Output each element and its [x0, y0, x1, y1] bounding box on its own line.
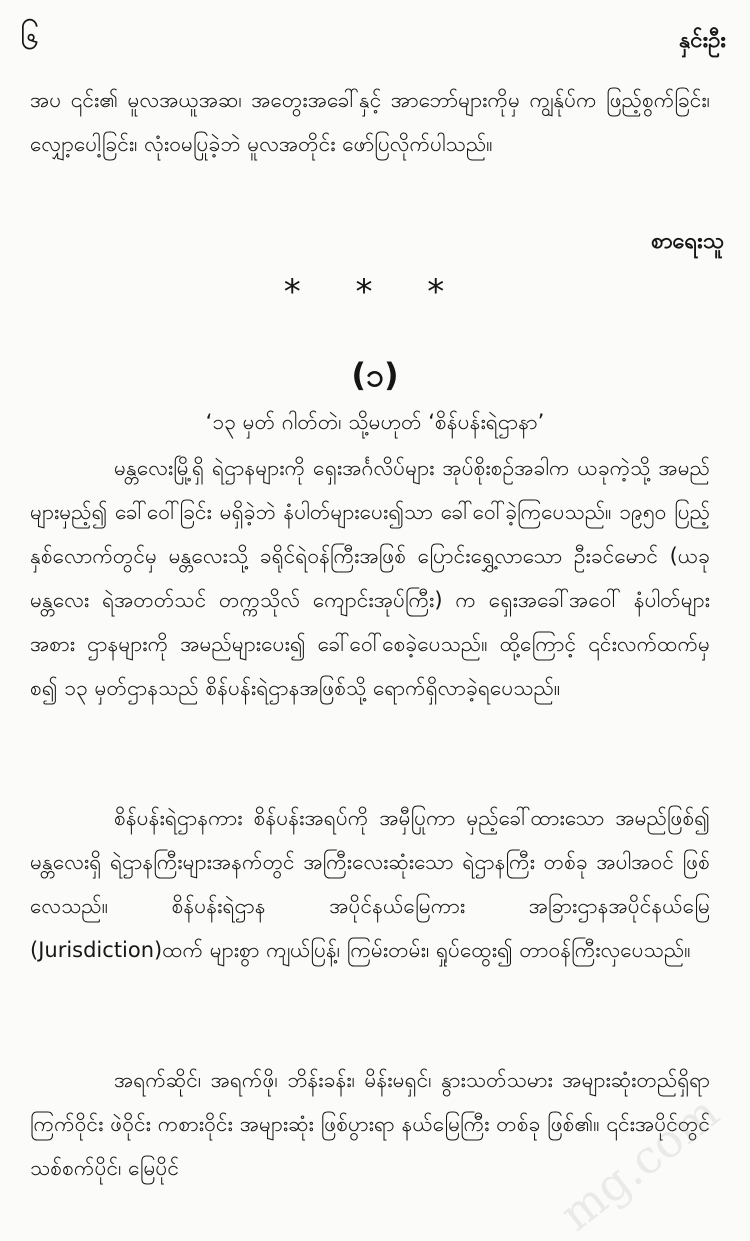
chapter-paragraph: အရက်ဆိုင်၊ အရက်ဖို၊ ဘိန်းခန်း၊ မိန်းမရှင်၊ နွားသတ်သမား အများဆုံးတည်ရှိရာ ကြက်ဝိုင်း ဖဲဝိုင်း ကစားဝိုင်း အများဆုံး ဖြစ်ပွားရာ နယ်မြေကြီး တစ်ခု ဖြစ်၏။ ၎င်းအပိုင်တွင် သစ်စက်ပိုင်၊ မြေပိုင် [30, 1068, 710, 1180]
page-number: ၆ [20, 18, 40, 58]
preface-paragraph: အပ ၎င်း၏ မူလအယူအဆ၊ အတွေးအခေါ်နှင့် အာဘော်များကိုမှ ကျွန်ုပ်က ဖြည့်စွက်ခြင်း၊ လျှော့ပေါ့ခြင်း၊ လုံးဝမပြုခဲ့ဘဲ မူလအတိုင်း ဖော်ပြလိုက်ပါသည်။ [30, 88, 710, 156]
chapter-title: ‘၁၃ မှတ် ဂါတ်တဲ၊ သို့မဟုတ် ‘စိန်ပန်းရဲဌာနာ’ [205, 410, 545, 434]
running-head: နှင်းဦး [679, 28, 726, 53]
author-signature: စာရေးသူ [651, 229, 724, 254]
chapter-paragraph: မန္တလေးမြို့ရှိ ရဲဌာနများကို ရှေးအင်္ဂလိပ်များ အုပ်စိုးစဉ်အခါက ယခုကဲ့သို့ အမည်များမှည့်၍ ခေါ်ဝေါ်ခြင်း မရှိခဲ့ဘဲ နံပါတ်များပေး၍သာ ခေါ်ဝေါ်ခဲ့ကြပေသည်။ ၁၉၅၀ ပြည့်နှစ်လောက်တွင်မှ မန္တလေးသို့ ခရိုင်ရဲဝန်ကြီးအဖြစ် ပြောင်းရွှေ့လာသော ဦးခင်မောင် (ယခု မန္တလေး ရဲအတတ်သင် တက္ကသိုလ် ကျောင်းအုပ်ကြီး) က ရှေးအခေါ်အဝေါ် နံပါတ်များအစား ဌာနများကို အမည်များပေး၍ ခေါ်ဝေါ်စေခဲ့ပေသည်။ ထို့ကြောင့် ၎င်းလက်ထက်မှစ၍ ၁၃ မှတ်ဌာနသည် စိန်ပန်းရဲဌာနအဖြစ်သို့ ရောက်ရှိလာခဲ့ရပေသည်။ [30, 456, 710, 700]
watermark: mg.com [550, 1084, 730, 1241]
chapter-number: (၁) [351, 356, 399, 394]
section-ornament: * * * [283, 272, 467, 312]
chapter-paragraph: စိန်ပန်းရဲဌာနကား စိန်ပန်းအရပ်ကို အမှီပြုကာ မှည့်ခေါ်ထားသော အမည်ဖြစ်၍ မန္တလေးရှိ ရဲဌာနကြီးများအနက်တွင် အကြီးလေးဆုံးသော ရဲဌာနကြီး တစ်ခု အပါအဝင် ဖြစ်လေသည်။ စိန်ပန်းရဲဌာန အပိုင်နယ်မြေကား အခြားဌာနအပိုင်နယ်မြေ (Jurisdiction)ထက် များစွာ ကျယ်ပြန့်၊ ကြမ်းတမ်း၊ ရှုပ်ထွေး၍ တာဝန်ကြီးလှပေသည်။ [30, 806, 710, 962]
